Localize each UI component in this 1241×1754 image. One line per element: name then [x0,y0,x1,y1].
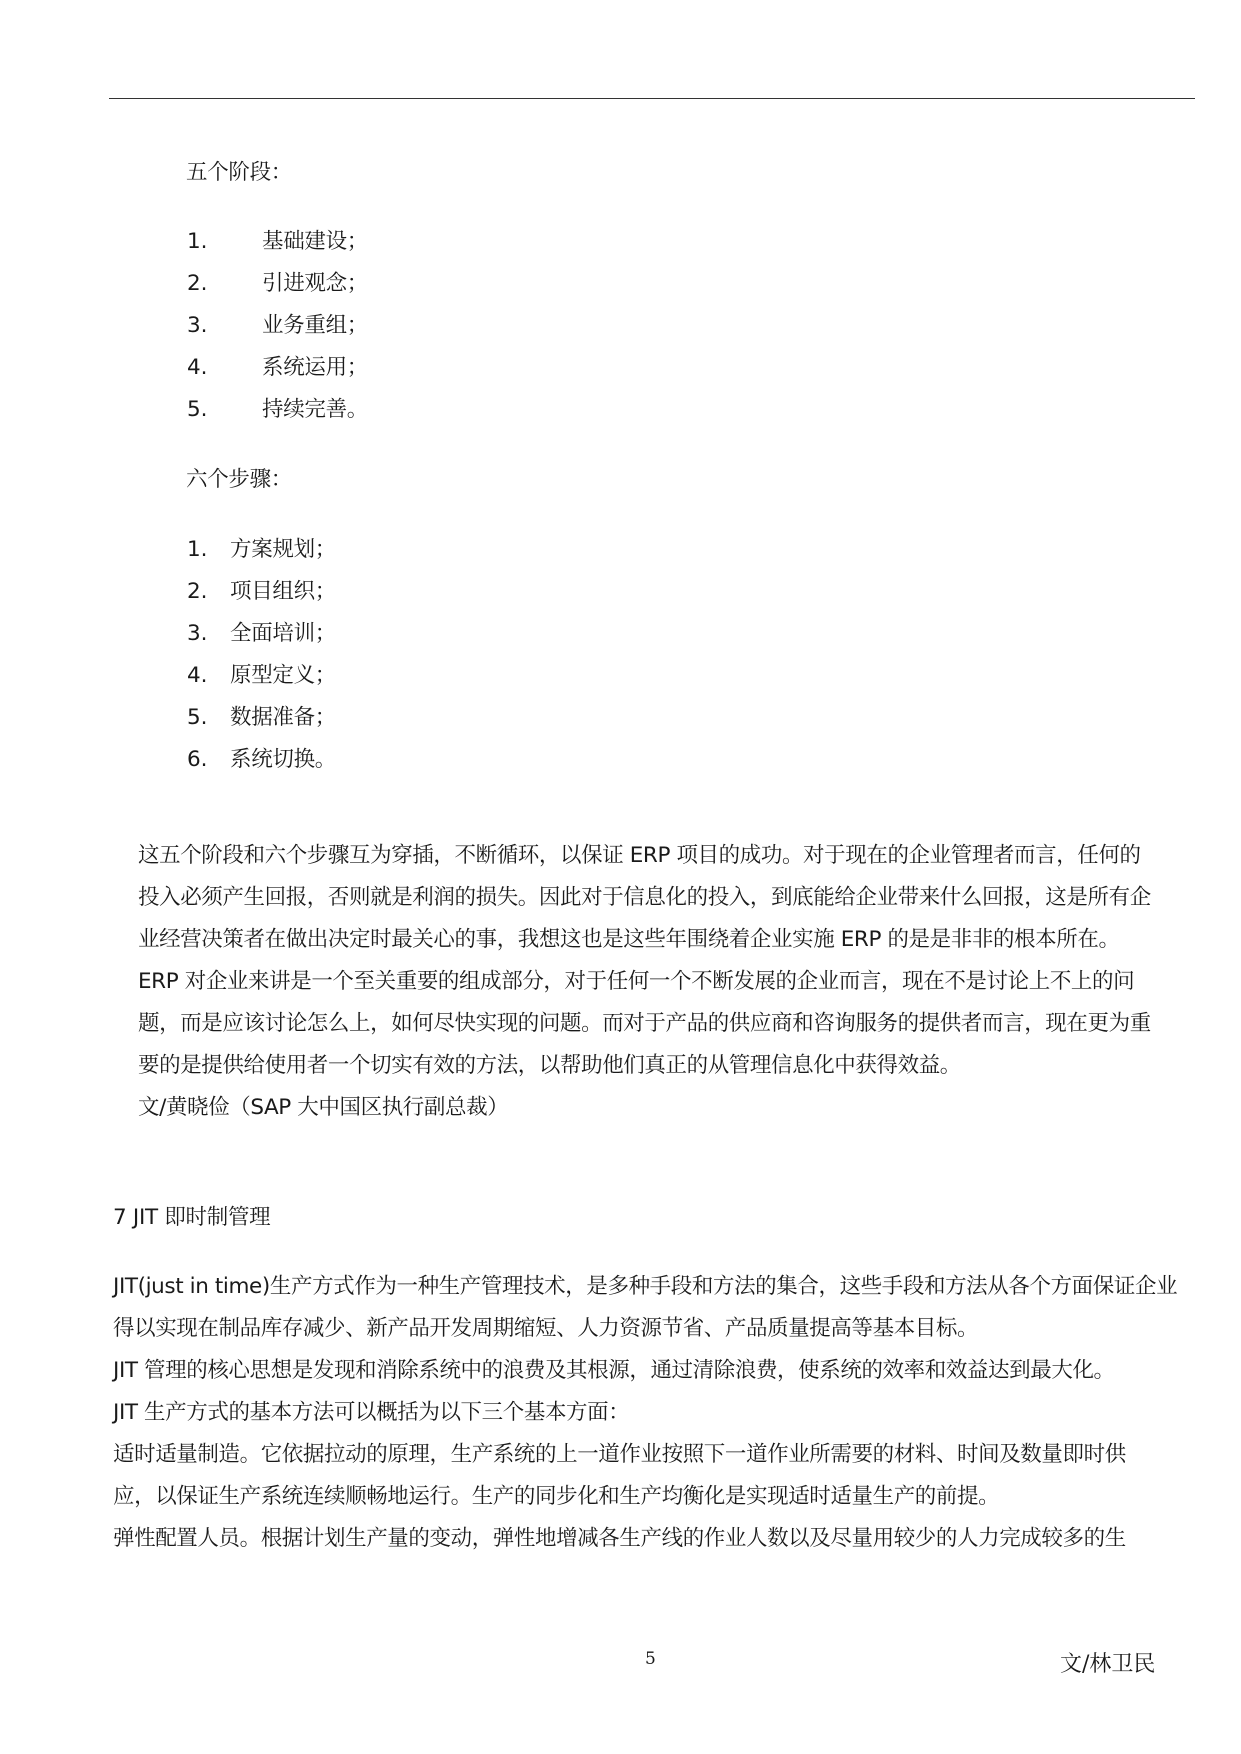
step-number: 4. [187,663,208,688]
stage-number: 1. [187,229,208,254]
jit-paragraph-line: 弹性配置人员。根据计划生产量的变动，弹性地增减各生产线的作业人数以及尽量用较少的人力完成较多的生 [113,1526,1126,1551]
step-number: 2. [187,579,208,604]
stage-number: 5. [187,397,208,422]
jit-paragraph-line: 适时适量制造。它依据拉动的原理，生产系统的上一道作业按照下一道作业所需要的材料、时间及数量即时供 [113,1442,1126,1467]
steps-heading: 六个步骤： [186,467,293,492]
step-number: 1. [187,537,208,562]
step-number: 3. [187,621,208,646]
erp-paragraph-line: 要的是提供给使用者一个切实有效的方法，以帮助他们真正的从管理信息化中获得效益。 [138,1053,961,1078]
stages-heading: 五个阶段： [186,160,293,185]
stage-number: 3. [187,313,208,338]
jit-paragraph-line: 应，以保证生产系统连续顺畅地运行。生产的同步化和生产均衡化是实现适时适量生产的前提。 [113,1484,1000,1509]
page-number: 5 [645,1649,656,1669]
jit-paragraph-line: 得以实现在制品库存减少、新产品开发周期缩短、人力资源节省、产品质量提高等基本目标。 [113,1316,979,1341]
stage-item: 引进观念； [262,271,369,296]
header-rule [109,98,1195,99]
section-title: 7 JIT 即时制管理 [113,1205,271,1230]
stage-item: 业务重组； [262,313,369,338]
step-item: 原型定义； [230,663,337,688]
erp-paragraph-line: 投入必须产生回报，否则就是利润的损失。因此对于信息化的投入，到底能给企业带来什么回报，这是所有企 [138,885,1151,910]
stage-number: 4. [187,355,208,380]
jit-paragraph-line: JIT 管理的核心思想是发现和消除系统中的浪费及其根源，通过清除浪费，使系统的效率和效益达到最大化。 [113,1358,1115,1383]
step-item: 全面培训； [230,621,337,646]
step-item: 方案规划； [230,537,337,562]
stage-item: 基础建设； [262,229,369,254]
footer-author: 文/林卫民 [1060,1652,1156,1677]
jit-paragraph-line: JIT(just in time)生产方式作为一种生产管理技术，是多种手段和方法的集合，这些手段和方法从各个方面保证企业 [113,1274,1178,1299]
stage-item: 持续完善。 [262,397,369,422]
jit-paragraph-line: JIT 生产方式的基本方法可以概括为以下三个基本方面： [113,1400,630,1425]
erp-attribution: 文/黄晓俭（SAP 大中国区执行副总裁） [138,1095,509,1120]
erp-paragraph-line: 这五个阶段和六个步骤互为穿插，不断循环，以保证 ERP 项目的成功。对于现在的企业管理者而言，任何的 [138,843,1141,868]
stage-item: 系统运用； [262,355,369,380]
erp-paragraph-line: ERP 对企业来讲是一个至关重要的组成部分，对于任何一个不断发展的企业而言，现在不是讨论上不上的问 [138,969,1135,994]
step-number: 6. [187,747,208,772]
step-item: 数据准备； [230,705,337,730]
step-item: 系统切换。 [230,747,337,772]
erp-paragraph-line: 业经营决策者在做出决定时最关心的事，我想这也是这些年围绕着企业实施 ERP 的是是非非的根本所在。 [138,927,1120,952]
step-number: 5. [187,705,208,730]
step-item: 项目组织； [230,579,337,604]
stage-number: 2. [187,271,208,296]
erp-paragraph-line: 题，而是应该讨论怎么上，如何尽快实现的问题。而对于产品的供应商和咨询服务的提供者而言，现在更为重 [138,1011,1151,1036]
